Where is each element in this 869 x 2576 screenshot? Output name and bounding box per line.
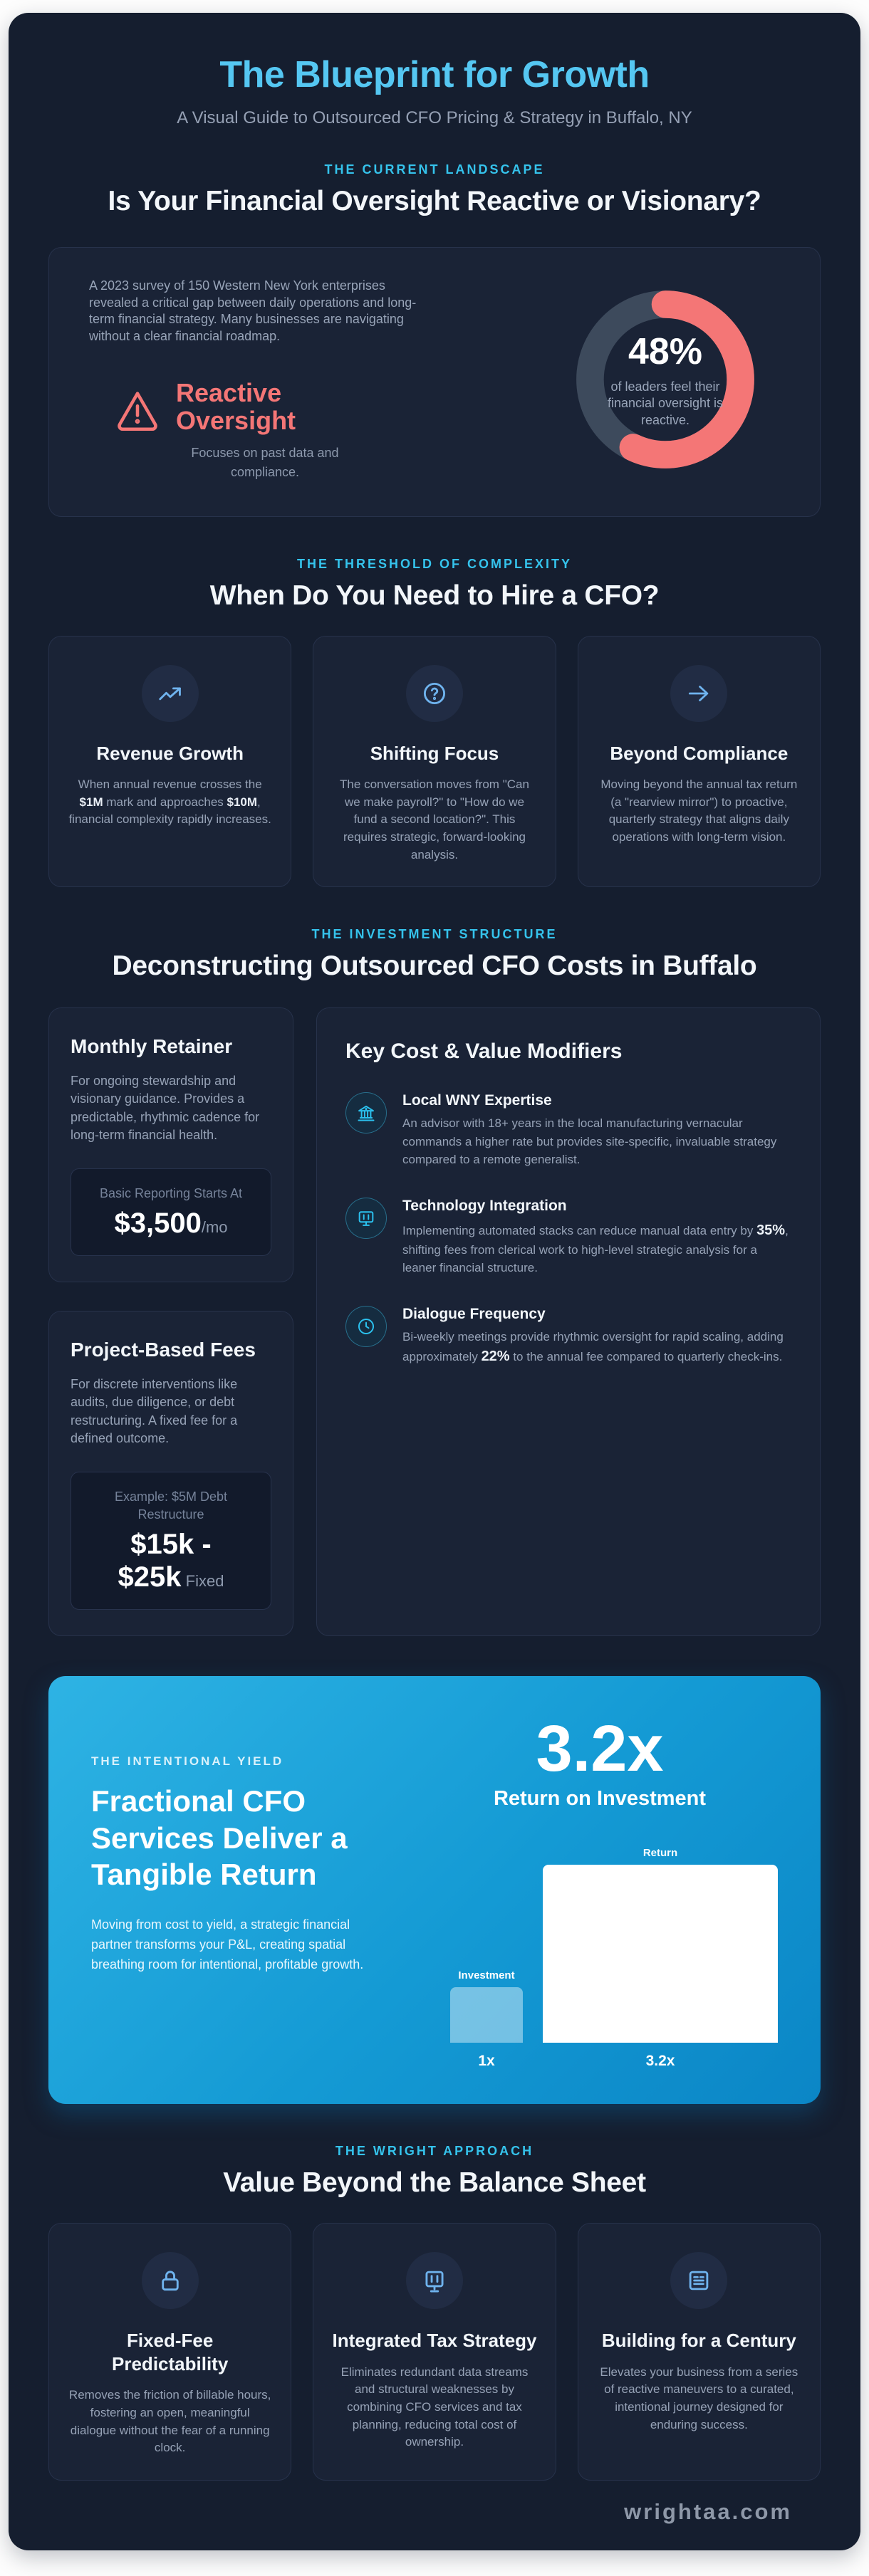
modifier-dialogue xyxy=(345,1306,791,1368)
section-roi xyxy=(48,1636,821,2104)
card-revenue-growth xyxy=(48,636,291,888)
roi-multiplier-caption: Return on Investment xyxy=(493,1787,707,1811)
modifier-title: Technology Integration xyxy=(402,1197,567,1214)
retainer-price-box xyxy=(71,1168,271,1256)
card-title: Integrated Tax Strategy xyxy=(332,2330,537,2352)
card-body: Eliminates redundant data streams and structural weaknesses by combining CFO services and tax planning, reducing total cost of ownership. xyxy=(340,2365,529,2449)
modifier-body: Bi-weekly meetings provide rhythmic oversight for rapid scaling, adding approximately 22% to the annual fee compared to quarterly check-ins. xyxy=(402,1329,784,1365)
card-body: For ongoing stewardship and visionary guidance. Provides a predictable, rhythmic cadence for long-term financial health. xyxy=(71,1074,260,1142)
lock-icon xyxy=(142,2252,199,2309)
bar-return xyxy=(543,1847,778,2070)
card-title: Fixed-Fee Predictability xyxy=(112,2330,229,2375)
section-label: THE INVESTMENT STRUCTURE xyxy=(311,927,558,942)
card-shifting-focus xyxy=(313,636,556,888)
project-price-box xyxy=(71,1472,271,1610)
card-body: Moving beyond the annual tax return (a "rearview mirror") to proactive, quarterly strategy that aligns daily operations with long-term vision. xyxy=(600,777,798,844)
modifier-title: Dialogue Frequency xyxy=(402,1305,546,1322)
card-body: Removes the friction of billable hours, fostering an open, meaningful dialogue without the fear of a running clock. xyxy=(68,2388,271,2455)
card-title: Shifting Focus xyxy=(370,742,499,764)
page-subtitle: A Visual Guide to Outsourced CFO Pricing & Strategy in Buffalo, NY xyxy=(177,108,692,127)
bar-label: Investment xyxy=(458,1969,515,1982)
bar-investment xyxy=(450,1969,523,2070)
roi-card xyxy=(48,1676,821,2104)
section-investment xyxy=(48,927,821,1636)
section-heading: Is Your Financial Oversight Reactive or Visionary? xyxy=(108,185,761,216)
bar-tick: 1x xyxy=(478,2053,495,2070)
card-body: Elevates your business from a series of reactive maneuvers to a curated, intentional journey designed for enduring success. xyxy=(600,2365,798,2431)
modifier-technology xyxy=(345,1198,791,1277)
roi-body: Moving from cost to yield, a strategic financial partner transforms your P&L, creating spatial breathing room for intentional, profitable growth. xyxy=(91,1917,364,1972)
donut-center-labels xyxy=(598,330,733,429)
card-title: Key Cost & Value Modifiers xyxy=(345,1040,623,1064)
document-icon xyxy=(670,2252,727,2309)
project-price: $15k - $25k Fixed xyxy=(118,1529,224,1593)
survey-paragraph: A 2023 survey of 150 Western New York enterprises revealed a critical gap between daily operations and long-term financial strategy. Many businesses are navigating without a clear financial roadmap. xyxy=(89,278,417,344)
retainer-price: $3,500/mo xyxy=(114,1208,228,1240)
modifier-local-expertise xyxy=(345,1092,791,1169)
donut-value: 48% xyxy=(628,330,703,372)
card-title: Monthly Retainer xyxy=(71,1035,233,1058)
donut-caption: of leaders feel their financial oversight is reactive. xyxy=(607,379,724,428)
return-bar xyxy=(543,1865,778,2043)
footer-brand: wrightaa.com xyxy=(624,2498,792,2524)
section-heading: Deconstructing Outsourced CFO Costs in Buffalo xyxy=(112,951,757,982)
roi-text-column xyxy=(91,1716,393,2070)
modifier-body: An advisor with 18+ years in the local manufacturing vernacular commands a higher rate but provides site-specific, invaluable strategy compared to a remote generalist. xyxy=(402,1116,777,1167)
landscape-panel xyxy=(48,247,821,517)
section-heading: Value Beyond the Balance Sheet xyxy=(223,2167,646,2199)
modifier-title: Local WNY Expertise xyxy=(402,1092,552,1109)
reactive-oversight-caption: Focuses on past data and compliance. xyxy=(191,445,339,479)
reactive-oversight-block xyxy=(115,379,526,482)
card-title: Revenue Growth xyxy=(96,742,244,764)
card-beyond-compliance xyxy=(578,636,821,888)
arrow-right-icon xyxy=(670,665,727,722)
card-title: Building for a Century xyxy=(601,2330,796,2352)
project-fees-card xyxy=(48,1311,293,1636)
infographic-card xyxy=(9,13,860,2550)
section-heading: When Do You Need to Hire a CFO? xyxy=(209,580,660,611)
modifier-body: Implementing automated stacks can reduce manual data entry by 35%, shifting fees from clerical work to high-level strategic analysis for a leaner financial structure. xyxy=(402,1222,789,1275)
bar-label: Return xyxy=(642,1847,678,1860)
roi-multiplier: 3.2x xyxy=(536,1712,664,1786)
section-current-landscape xyxy=(48,162,821,517)
monitor-icon xyxy=(406,2252,463,2309)
bank-icon xyxy=(345,1092,387,1133)
card-integrated-tax xyxy=(313,2223,556,2481)
question-icon xyxy=(406,665,463,722)
price-example-label: Example: $5M Debt Restructure xyxy=(114,1489,228,1522)
monthly-retainer-card xyxy=(48,1007,293,1282)
card-building-century xyxy=(578,2223,821,2481)
section-threshold xyxy=(48,557,821,888)
clock-icon xyxy=(345,1306,387,1347)
bar-tick: 3.2x xyxy=(645,2053,675,2070)
section-approach xyxy=(48,2144,821,2481)
roi-chart-column xyxy=(422,1712,778,2070)
section-label: THE THRESHOLD OF COMPLEXITY xyxy=(296,556,572,571)
card-body: The conversation moves from "Can we make payroll?" to "How do we fund a second location?". This requires strategic, forward-looking analysis. xyxy=(340,777,529,862)
page-title: The Blueprint for Growth xyxy=(219,54,650,95)
price-label: Basic Reporting Starts At xyxy=(99,1186,243,1200)
section-label: THE CURRENT LANDSCAPE xyxy=(324,162,545,177)
monitor-icon xyxy=(345,1198,387,1239)
roi-label: THE INTENTIONAL YIELD xyxy=(91,1754,284,1769)
section-label: THE WRIGHT APPROACH xyxy=(335,2144,534,2159)
reactive-oversight-title: Reactive Oversight xyxy=(176,377,296,435)
header xyxy=(48,54,821,128)
roi-bar-chart xyxy=(422,1835,778,2070)
card-body: For discrete interventions like audits, due diligence, or debt restructuring. A fixed fee for a defined outcome. xyxy=(71,1377,238,1445)
roi-heading: Fractional CFO Services Deliver a Tangible Return xyxy=(91,1784,348,1891)
trend-up-icon xyxy=(142,665,199,722)
reactive-donut-chart xyxy=(548,286,783,473)
landscape-text-column xyxy=(89,278,548,482)
card-fixed-fee xyxy=(48,2223,291,2481)
investment-bar xyxy=(450,1987,523,2043)
card-title: Beyond Compliance xyxy=(610,742,789,764)
card-title: Project-Based Fees xyxy=(71,1339,256,1361)
card-body: When annual revenue crosses the $1M mark and approaches $10M, financial complexity rapidly increases. xyxy=(68,777,271,827)
warning-icon xyxy=(115,387,160,435)
modifiers-card xyxy=(316,1007,821,1636)
